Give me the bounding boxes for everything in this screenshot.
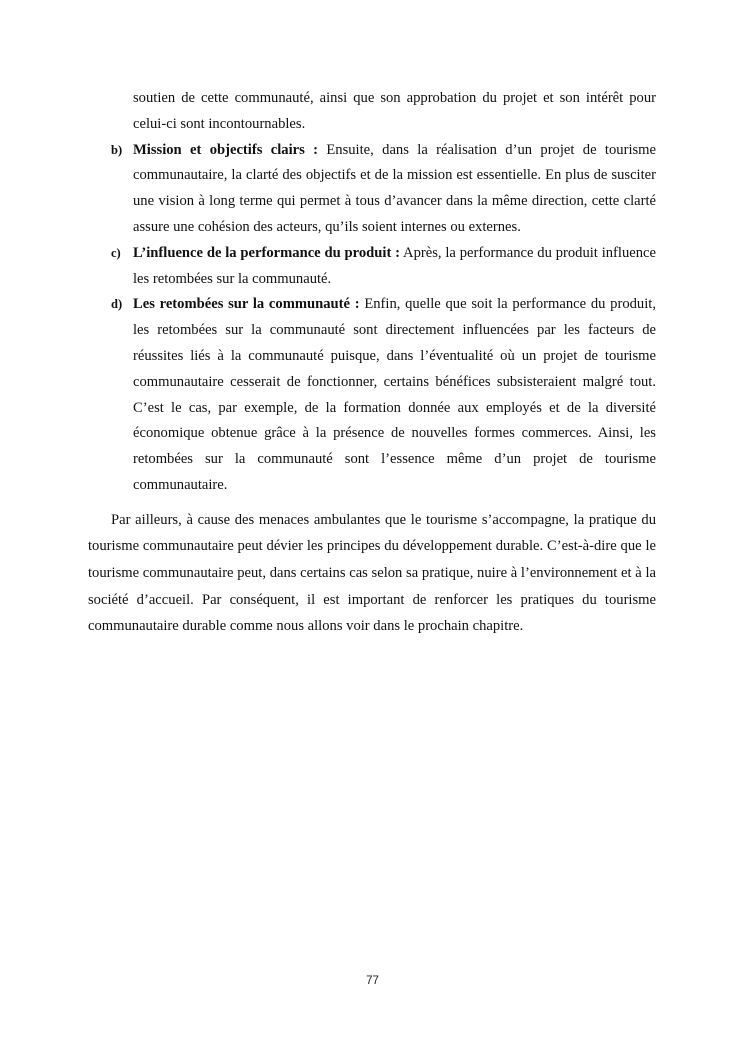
list-marker: c) (111, 245, 121, 260)
list-item-b (88, 138, 656, 241)
continuation-text: soutien de cette communauté, ainsi que son approbation du projet et son intérêt pour celui-ci sont incontournables. (133, 90, 656, 132)
body-text (88, 86, 656, 654)
list-marker: d) (111, 297, 123, 312)
list-item-continuation (88, 86, 656, 138)
body-paragraph: Par ailleurs, à cause des menaces ambulantes que le tourisme s’accompagne, la pratique du tourisme communautaire peut dévier les principes du développement durable. C’est-à-dire que le tourisme communautaire peut, dans certains cas selon sa pratique, nuire à l’environnement et à la société d’accueil. Par conséquent, il est important de renforcer les pratiques du tourisme communautaire durable comme nous allons voir dans le prochain chapitre. (88, 511, 656, 635)
list-item-c (88, 241, 656, 293)
list-item-lead: Les retombées sur la communauté : (133, 296, 360, 313)
list-item-text: Ensuite, dans la réalisation d’un projet de tourisme communautaire, la clarté des objectifs et de la mission est essentielle. En plus de susciter une vision à long terme qui permet à tous d’avancer dans la même direction, cette clarté assure une cohésion des acteurs, qu’ils soient internes ou externes. (133, 141, 657, 235)
list-marker: b) (111, 142, 123, 157)
list-item-d (88, 292, 656, 498)
list-item-text: Enfin, quelle que soit la performance du produit, les retombées sur la communauté sont directement influencées par les facteurs de réussites liés à la communauté puisque, dans l’éventualité où un projet de tourisme communautaire cesserait de fonctionner, certains bénéfices subsisteraient malgré tout. C’est le cas, par exemple, de la formation donnée aux employés et de la diversité économique obtenue grâce à la présence de nouvelles formes commerces. Ainsi, les retombées sur la communauté sont l’essence même d’un projet de tourisme communautaire. (133, 296, 656, 493)
list-item-text: Après, la performance du produit influence les retombées sur la communauté. (133, 244, 656, 287)
page-number: 77 (366, 975, 379, 987)
list-item-lead: Mission et objectifs clairs : (133, 141, 319, 158)
list-item-lead: L’influence de la performance du produit : (133, 244, 401, 261)
